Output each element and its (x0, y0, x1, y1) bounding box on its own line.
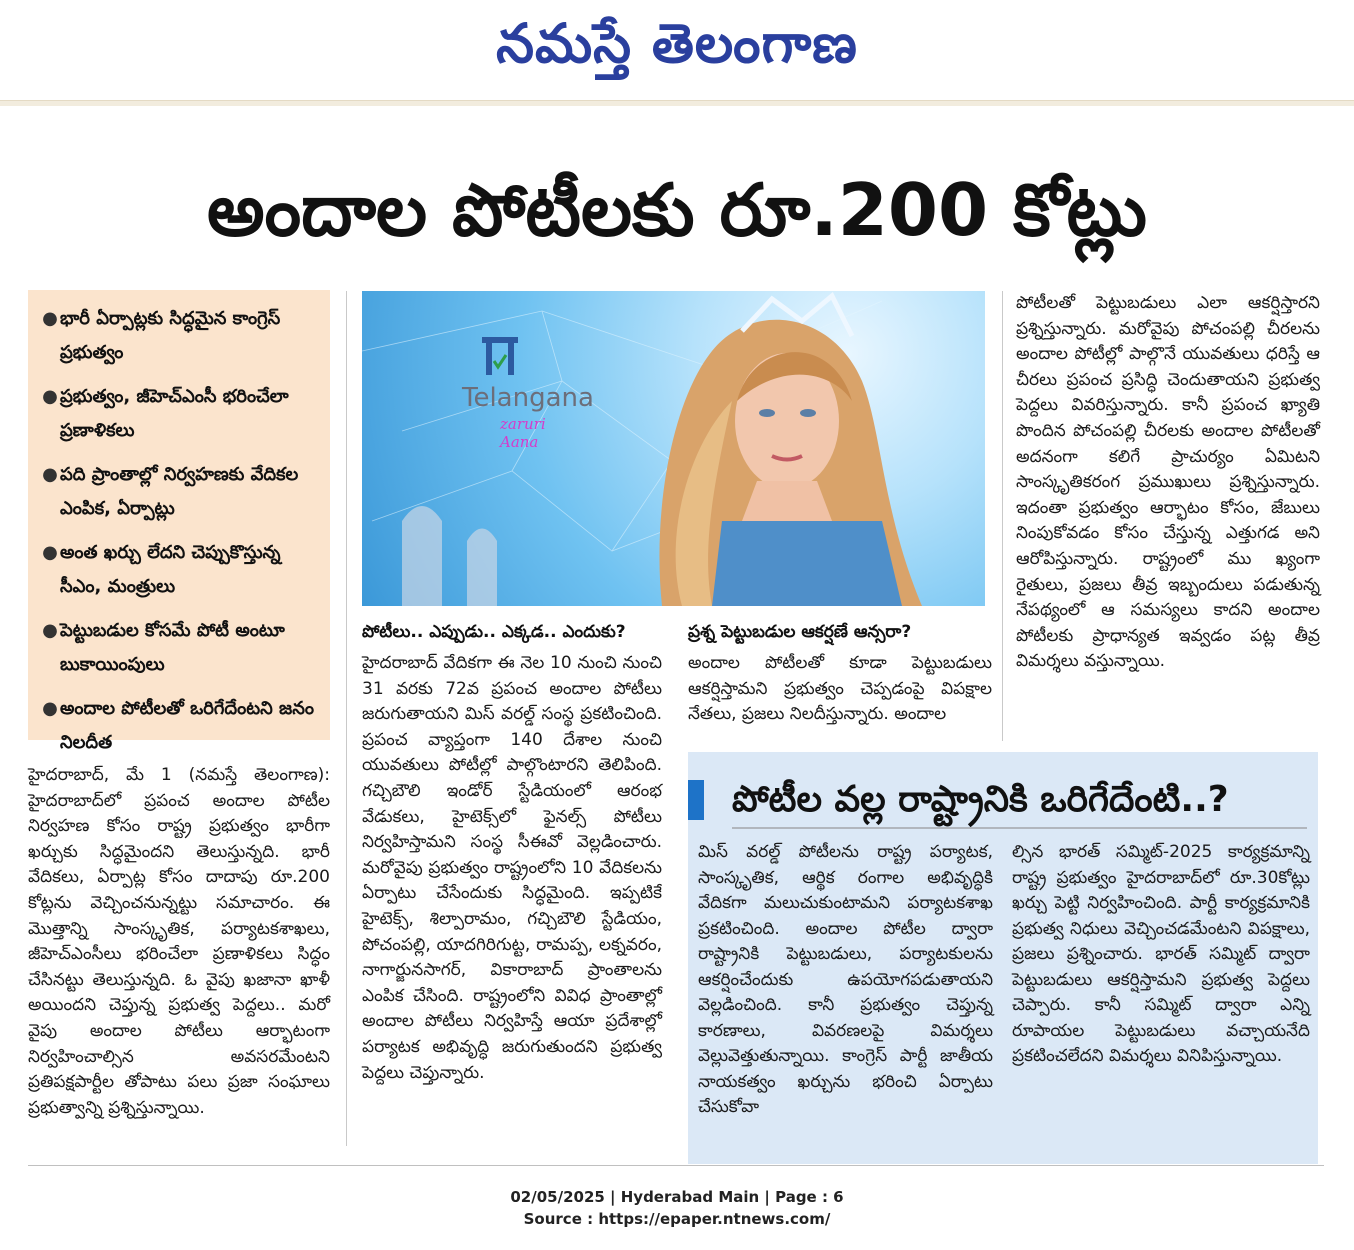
masthead-divider (0, 100, 1354, 106)
bullet-icon: ● (42, 620, 58, 641)
highlight-item (40, 536, 320, 604)
sidebar-story (688, 752, 1318, 1164)
bullet-icon: ● (42, 386, 58, 407)
edition-info: 02/05/2025 | Hyderabad Main | Page : 6 (510, 1188, 844, 1206)
column-divider (346, 291, 347, 1146)
highlight-text: అంత ఖర్చు లేదని చెప్పుకొస్తున్న సీఎం, మంత్రులు (60, 542, 281, 597)
highlight-item (40, 458, 320, 526)
gateway-icon (476, 331, 524, 379)
sidebar-story-header (688, 772, 1318, 832)
source-link[interactable]: Source : https://epaper.ntnews.com/ (523, 1210, 831, 1228)
logo-tagline: zaruri Aana (500, 415, 546, 451)
masthead (0, 0, 1354, 96)
bullet-icon: ● (42, 308, 58, 329)
highlight-text: ప్రభుత్వం, జీహెచ్‌ఎంసీ భరించేలా ప్రణాళికలు (60, 386, 289, 441)
headline: అందాల పోటీలకు రూ.200 కోట్లు (207, 168, 1147, 252)
highlights-box (28, 290, 330, 753)
article-column-far-right: పోటీలతో పెట్టుబడులు ఎలా ఆకర్షిస్తారని ప్రశ్నిస్తున్నారు. మరోవైపు పోచంపల్లి చీరలను అందాల పోటీల్లో పాల్గొనే యువతులు ధరిస్తే ఆ చీరలు ప్రపంచ ప్రసిద్ధి చెందుతాయని ప్రభుత్వ పెద్దలు వివరిస్తున్నారు. కానీ ప్రపంచ ఖ్యాతి పొందిన పోచంపల్లి చీరలకు అందాల పోటీలతో అదనంగా కలిగే ప్రాచుర్యం ఏమిటని సాంస్కృతికరంగ ప్రముఖులు ప్రశ్నిస్తున్నారు. ఇదంతా ప్రభుత్వం ఆర్భాటం కోసం, జేబులు నింపుకోవడం కోసం చేస్తున్న ఎత్తుగడ అని ఆరోపిస్తున్నారు. రాష్ట్రంలో ము ఖ్యంగా రైతులు, ప్రజలు తీవ్ర ఇబ్బందులు పడుతున్న నేపథ్యంలో ఆ సమస్యలు కాదని అందాల పోటీలకు ప్రాధాన్యత ఇవ్వడం పట్ల తీవ్ర విమర్శలు వస్తున్నాయి. (1016, 293, 1320, 672)
bullet-icon: ● (42, 698, 58, 719)
highlight-text: అందాల పోటీలతో ఒరిగేదేంటని జనం నిలదీత (60, 698, 314, 753)
bullet-icon: ● (42, 542, 58, 563)
article-photo (362, 291, 985, 606)
article-column-right: అందాల పోటీలతో కూడా పెట్టుబడులు ఆకర్షిస్తామని ప్రభుత్వం చెప్పడంపై విపక్షాల నేతలు, ప్రజలు నిలదీస్తున్నారు. అందాల (688, 653, 992, 725)
highlight-text: భారీ ఏర్పాట్లకు సిద్ధమైన కాంగ్రెస్ ప్రభుత్వం (60, 308, 281, 363)
highlight-item (40, 614, 320, 682)
bullet-icon: ● (42, 464, 58, 485)
article-column-middle: హైదరాబాద్ వేదికగా ఈ నెల 10 నుంచి నుంచి 31 వరకు 72వ ప్రపంచ అందాల పోటీలు జరుగుతాయని మిస్ వరల్డ్ సంస్థ ప్రకటించింది. ప్రపంచ వ్యాప్తంగా 140 దేశాల నుంచి యువతులు పోటీల్లో పాల్గొంటారని తెలిపింది. గచ్చిబౌలి ఇండోర్ స్టేడియంలో ఆరంభ వేడుకలు, హైటెక్స్‌లో ఫైనల్స్ పోటీలు నిర్వహిస్తామని సంస్థ సీఈవో వెల్లడించారు. మరోవైపు ప్రభుత్వం రాష్ట్రంలోని 10 వేదికలను ఏర్పాటు చేసేందుకు సిద్ధమైంది. ఇప్పటికే హైటెక్స్, శిల్పారామం, గచ్చిబౌలి స్టేడియం, పోచంపల్లి, యాదగిరిగుట్ట, రామప్ప, లక్నవరం, నాగార్జునసాగర్, వికారాబాద్ ప్రాంతాలను ఎంపిక చేసింది. రాష్ట్రంలోని వివిధ ప్రాంతాల్లో అందాల పోటీలు నిర్వహిస్తే ఆయా ప్రదేశాల్లో పర్యాటక అభివృద్ధి జరుగుతుందని ప్రభుత్వ పెద్దలు చెప్తున్నారు. (362, 653, 662, 1083)
highlight-item (40, 692, 320, 760)
highlight-item (40, 302, 320, 370)
subheading-investments: ప్రశ్న పెట్టుబడుల ఆకర్షణే ఆన్సరా? (688, 622, 912, 642)
accent-bar (688, 780, 704, 820)
highlight-text: పది ప్రాంతాల్లో నిర్వహణకు వేదికల ఎంపిక, ఏర్పాట్లు (60, 464, 299, 519)
article-column-left: హైదరాబాద్, మే 1 (నమస్తే తెలంగాణ): హైదరాబాద్‌లో ప్రపంచ అందాల పోటీల నిర్వహణ కోసం రాష్ట్ర ప్రభుత్వం భారీగా ఖర్చుకు సిద్ధమైందని తెలుస్తున్నది. భారీ వేదికలు, ఏర్పాట్ల కోసం దాదాపు రూ.200 కోట్లను వెచ్చించనున్నట్టు సమాచారం. ఈ మొత్తాన్ని సాంస్కృతిక, పర్యాటకశాఖలు, జీహెచ్‌ఎంసీలు భరించేలా ప్రణాళికలు సిద్ధం చేసినట్టు తెలుస్తున్నది. ఓ వైపు ఖజానా ఖాళీ అయిందని చెప్తున్న ప్రభుత్వ పెద్దలు.. మరో వైపు అందాల పోటీలు ఆర్భాటంగా నిర్వహించాల్సిన అవసరమేంటని ప్రతిపక్షపార్టీల తోపాటు పలు ప్రజా సంఘాలు ప్రభుత్వాన్ని ప్రశ్నిస్తున్నాయి. (28, 765, 330, 1118)
sidebar-story-column-b: ల్సిన భారత్ సమ్మిట్-2025 కార్యక్రమాన్ని రాష్ట్ర ప్రభుత్వం హైదరాబాద్‌లో రూ.30కోట్లు ఖర్చు పెట్టి నిర్వహించింది. పార్టీ కార్యక్రమానికి ప్రభుత్వ నిధులు వెచ్చించడమేంటని విపక్షాలు, ప్రజలు ప్రశ్నించారు. భారత్ సమ్మిట్ ద్వారా పెట్టుబడులు ఆకర్షిస్తామని ప్రభుత్వ పెద్దలు చెప్పారు. కానీ సమ్మిట్ ద్వారా ఎన్ని రూపాయల పెట్టుబడులు వచ్చాయనేది ప్రకటించలేదని విమర్శలు వినిపిస్తున్నాయి. (1012, 842, 1310, 1066)
logo-text: Telangana (462, 383, 594, 413)
column-divider (1002, 291, 1003, 741)
subheading-when-where: పోటీలు.. ఎప్పుడు.. ఎక్కడ.. ఎందుకు? (362, 622, 626, 642)
highlight-text: పెట్టుబడుల కోసమే పోటీ అంటూ బుకాయింపులు (60, 620, 285, 675)
newspaper-title: నమస్తే తెలంగాణ (496, 12, 858, 75)
contestant-portrait (362, 291, 985, 606)
sidebar-story-column-a: మిస్ వరల్డ్ పోటీలను రాష్ట్ర పర్యాటక, సాంస్కృతిక, ఆర్థిక రంగాల అభివృద్ధికి వేదికగా మలుచుకుంటామని పర్యాటకశాఖ ప్రకటించింది. అందాల పోటీల ద్వారా రాష్ట్రానికి పెట్టుబడులు, పర్యాటకులను ఆకర్షించేందుకు ఉపయోగపడుతాయని వెల్లడించింది. కానీ ప్రభుత్వం చెప్తున్న కారణాలు, వివరణలపై విమర్శలు వెల్లువెత్తుతున్నాయి. కాంగ్రెస్ పార్టీ జాతీయ నాయకత్వం ఖర్చును భరించి ఏర్పాటు చేసుకోవా (698, 842, 993, 1117)
footer-divider (28, 1165, 1324, 1166)
highlight-item (40, 380, 320, 448)
title-underline (732, 827, 1307, 829)
telangana-logo (462, 331, 594, 451)
page-footer (0, 1186, 1354, 1230)
sidebar-story-title: పోటీల వల్ల రాష్ట్రానికి ఒరిగేదేంటి..? (732, 779, 1229, 820)
